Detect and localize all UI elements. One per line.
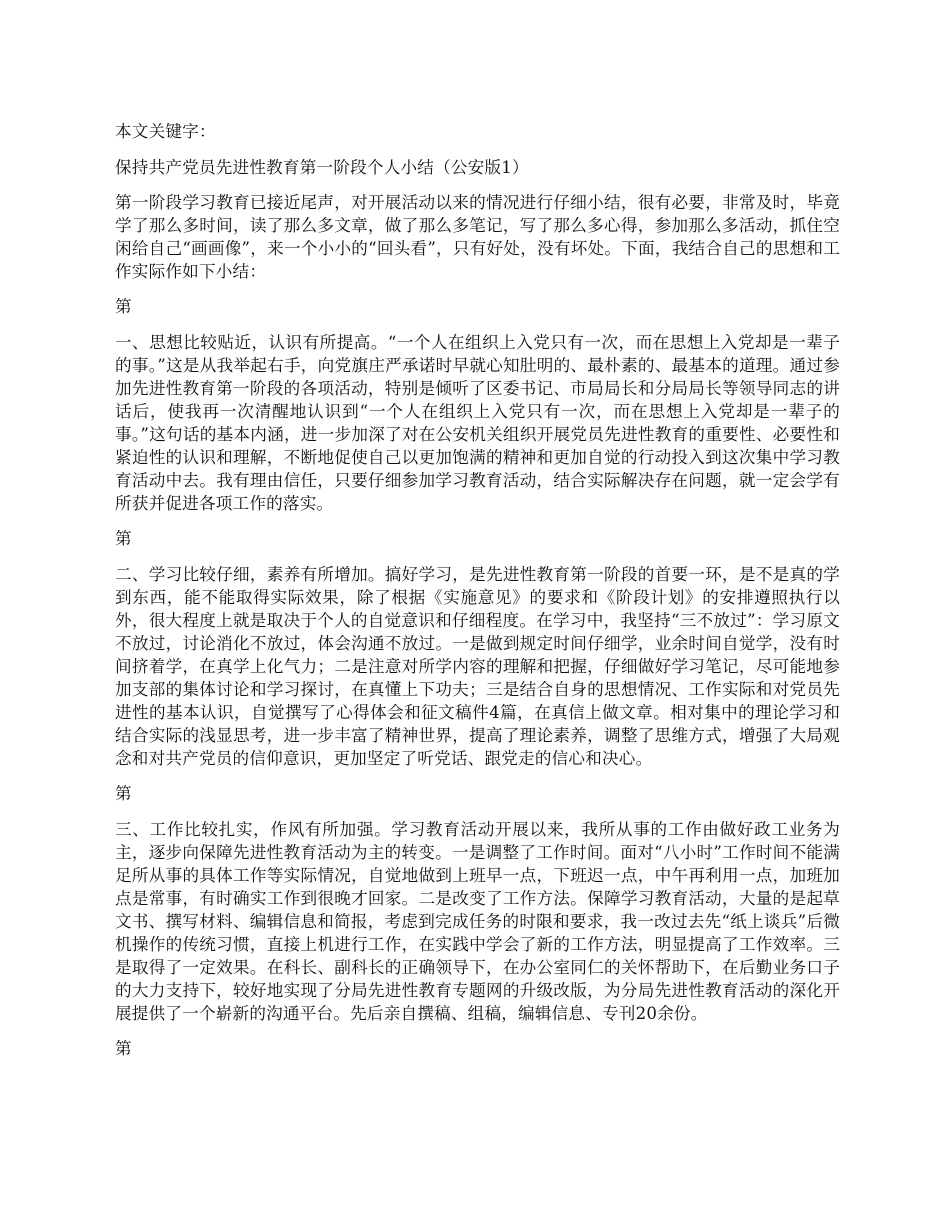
- section-1-paragraph: 一、思想比较贴近，认识有所提高。“一个人在组织上入党只有一次，而在思想上入党却是一辈子的事。”这是从我举起右手，向党旗庄严承诺时早就心知肚明的、最朴素的、最基本的道理。通过参加先进性教育第一阶段的各项活动，特别是倾听了区委书记、市局局长和分局局长等领导同志的讲话后，使我再一次清醒地认识到“一个人在组织上入党只有一次，而在思想上入党却是一辈子的事。”这句话的基本内涵，进一步加深了对在公安机关组织开展党员先进性教育的重要性、必要性和紧迫性的认识和理解，不断地促使自己以更加饱满的精神和更加自觉的行动投入到这次集中学习教育活动中去。我有理由信任，只要仔细参加学习教育活动，结合实际解决存在问题，就一定会学有所获并促进各项工作的落实。: [115, 333, 840, 513]
- section-marker: 第: [115, 529, 132, 548]
- section-2-paragraph: 二、学习比较仔细，素养有所增加。搞好学习，是先进性教育第一阶段的首要一环，是不是真的学到东西，能不能取得实际效果，除了根据《实施意见》的要求和《阶段计划》的安排遵照执行以外，很大程度上就是取决于个人的自觉意识和仔细程度。在学习中，我坚持“三不放过”：学习原文不放过，讨论消化不放过，体会沟通不放过。一是做到规定时间仔细学，业余时间自觉学，没有时间挤着学，在真学上化气力；二是注意对所学内容的理解和把握，仔细做好学习笔记，尽可能地参加支部的集体讨论和学习探讨，在真懂上下功夫；三是结合自身的思想情况、工作实际和对党员先进性的基本认识，自觉撰写了心得体会和征文稿件4篇，在真信上做文章。相对集中的理论学习和结合实际的浅显思考，进一步丰富了精神世界，提高了理论素养，调整了思维方式，增强了大局观念和对共产党员的信仰意识，更加坚定了听党话、跟党走的信心和决心。: [115, 565, 840, 768]
- section-marker: 第: [115, 784, 132, 803]
- document-page: [115, 120, 840, 1073]
- document-title: 保持共产党员先进性教育第一阶段个人小结（公安版1）: [115, 158, 529, 177]
- section-marker: 第: [115, 297, 132, 316]
- section-marker: 第: [115, 1039, 132, 1058]
- keywords-label: 本文关键字：: [115, 122, 216, 141]
- intro-paragraph: 第一阶段学习教育已接近尾声，对开展活动以来的情况进行仔细小结，很有必要，非常及时，毕竟学了那么多时间，读了那么多文章，做了那么多笔记，写了那么多心得，参加那么多活动，抓住空闲给自己“画画像”，来一个小小的“回头看”，只有好处，没有坏处。下面，我结合自己的思想和工作实际作如下小结：: [115, 193, 840, 281]
- section-3-paragraph: 三、工作比较扎实，作风有所加强。学习教育活动开展以来，我所从事的工作由做好政工业务为主，逐步向保障先进性教育活动为主的转变。一是调整了工作时间。面对“八小时”工作时间不能满足所从事的具体工作等实际情况，自觉地做到上班早一点，下班迟一点，中午再利用一点，加班加点是常事，有时确实工作到很晚才回家。二是改变了工作方法。保障学习教育活动，大量的是起草文书、撰写材料、编辑信息和简报，考虑到完成任务的时限和要求，我一改过去先“纸上谈兵”后微机操作的传统习惯，直接上机进行工作，在实践中学会了新的工作方法，明显提高了工作效率。三是取得了一定效果。在科长、副科长的正确领导下，在办公室同仁的关怀帮助下，在后勤业务口子的大力支持下，较好地实现了分局先进性教育专题网的升级改版，为分局先进性教育活动的深化开展提供了一个崭新的沟通平台。先后亲自撰稿、组稿，编辑信息、专刊20余份。: [115, 820, 840, 1023]
